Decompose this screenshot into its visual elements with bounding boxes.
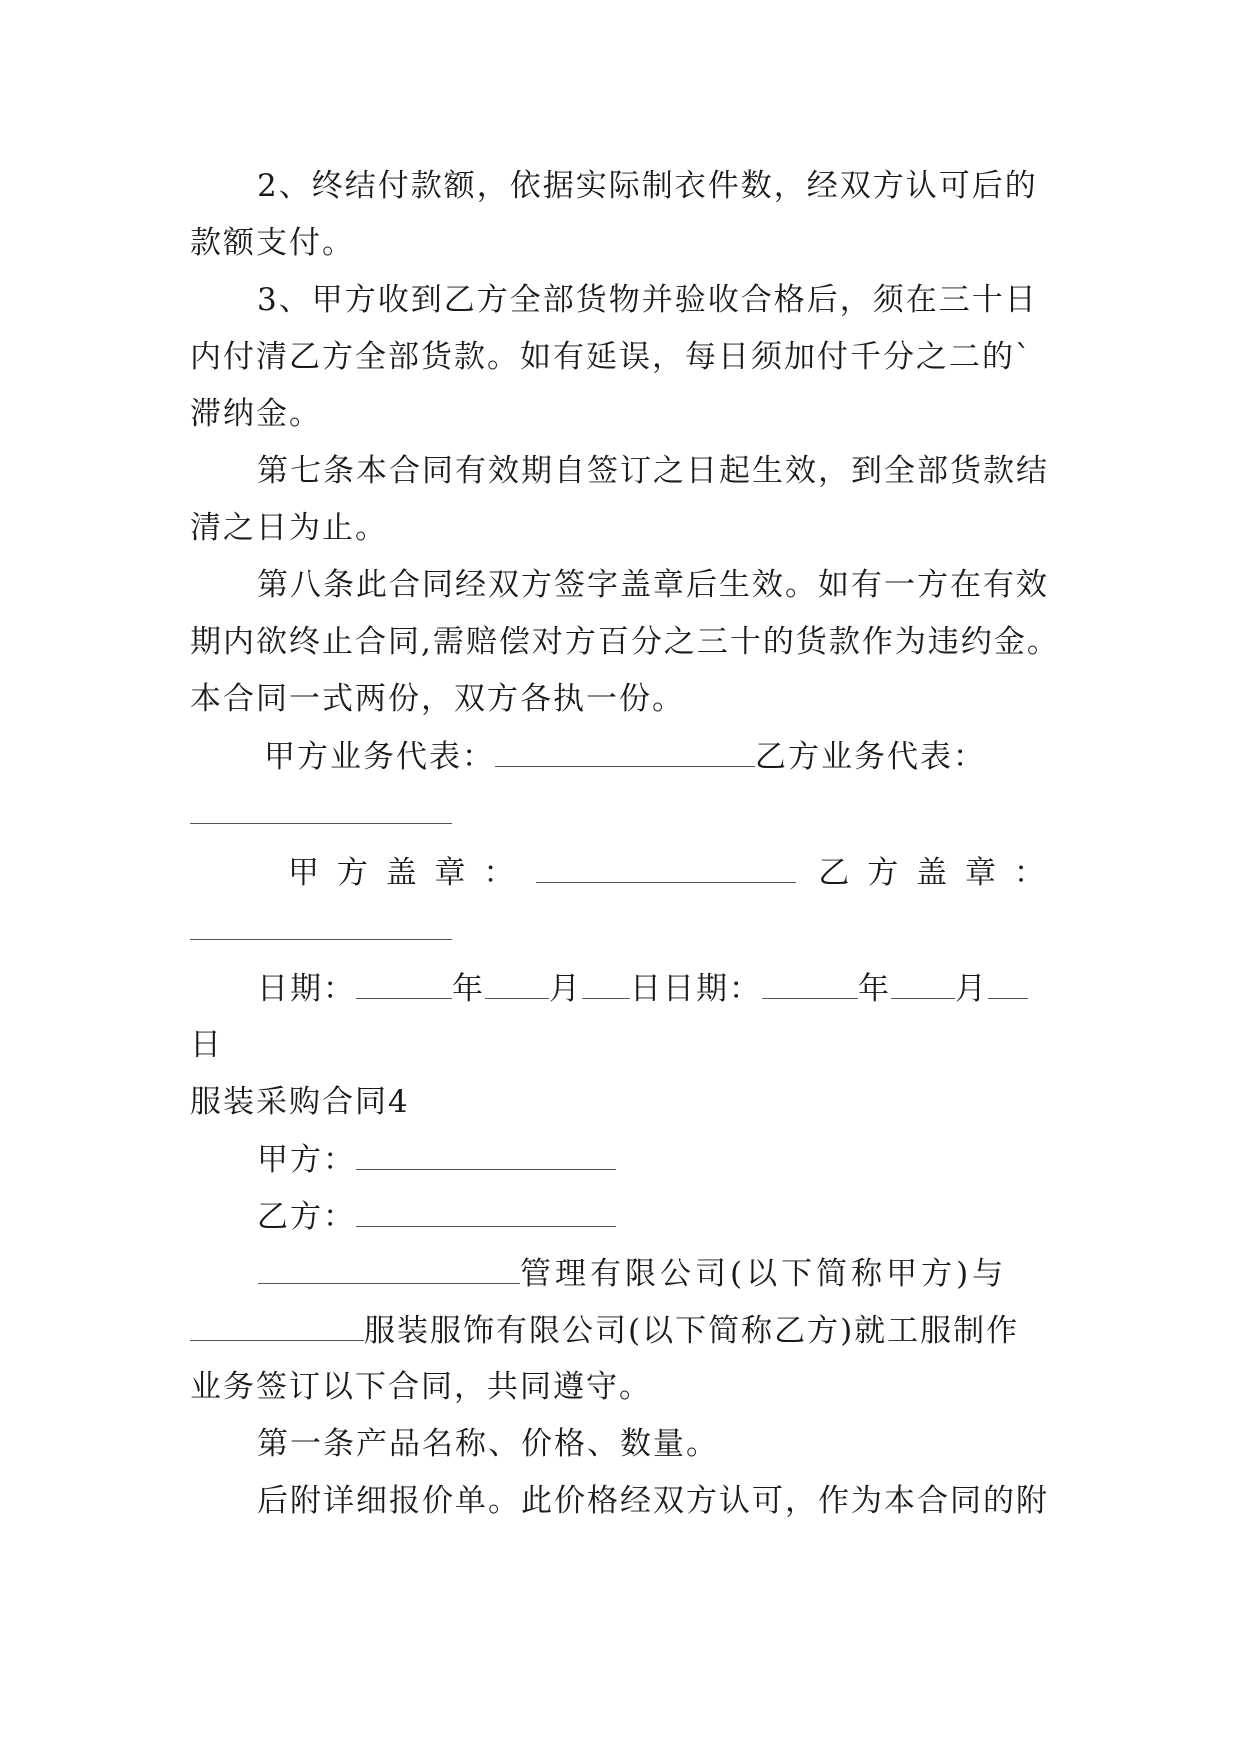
- party-b-day-blank: [988, 968, 1028, 999]
- party-a-label: 甲方：: [257, 1142, 356, 1178]
- party-a-line: [257, 1139, 1050, 1180]
- party-b-name-blank: [356, 1196, 616, 1227]
- article-8-line-3: 本合同一式两份，双方各执一份。: [190, 681, 685, 717]
- party-a-month-blank: [485, 968, 549, 999]
- intro-line-2: [190, 1310, 1050, 1351]
- clause-3-line-2: 内付清乙方全部货款。如有延误，每日须加付千分之二的`: [190, 339, 1033, 375]
- party-b-representative-label: 乙方业务代表：: [755, 739, 986, 775]
- representatives-line: [264, 736, 1050, 777]
- party-b-representative-blank: [190, 823, 452, 824]
- party-b-label: 乙方：: [257, 1199, 356, 1235]
- clause-2-line-1: 2、终结付款额，依据实际制衣件数，经双方认可后的: [257, 168, 1038, 204]
- party-a-seal-blank: [536, 852, 796, 883]
- party-a-year-label: 年: [452, 971, 485, 1007]
- clause-3-line-3: 滞纳金。: [190, 396, 322, 432]
- party-a-month-label: 月: [549, 971, 582, 1007]
- party-a-representative-label: 甲方业务代表：: [264, 739, 495, 775]
- intro-line-2-text: 服装服饰有限公司(以下简称乙方)就工服制作: [364, 1313, 1020, 1349]
- clause-3-line-1: 3、甲方收到乙方全部货物并验收合格后，须在三十日: [257, 282, 1038, 318]
- party-b-line: [257, 1196, 1050, 1237]
- party-a-company-blank: [258, 1253, 520, 1284]
- clause-2-line-2: 款额支付。: [190, 225, 355, 261]
- party-b-seal-blank: [190, 939, 452, 940]
- party-b-year-label: 年: [858, 971, 891, 1007]
- article-8-line-1: 第八条此合同经双方签字盖章后生效。如有一方在有效: [257, 567, 1049, 603]
- intro-line-3: 业务签订以下合同，共同遵守。: [190, 1369, 652, 1405]
- party-a-day-blank: [582, 968, 630, 999]
- party-a-representative-blank: [495, 736, 755, 767]
- party-a-name-blank: [356, 1139, 616, 1170]
- article-1-heading: 第一条产品名称、价格、数量。: [257, 1426, 719, 1462]
- party-b-month-label: 月: [955, 971, 988, 1007]
- dates-line: [257, 968, 1050, 1009]
- party-b-seal-label: 乙 方 盖 章 ：: [818, 855, 1049, 891]
- intro-line-1-text: 管理有限公司(以下简称甲方)与: [520, 1256, 1008, 1292]
- party-b-year-blank: [762, 968, 858, 999]
- intro-line-1: [258, 1253, 1051, 1294]
- article-8-line-2: 期内欲终止合同,需赔偿对方百分之三十的货款作为违约金。: [190, 624, 1060, 660]
- article-7-line-1: 第七条本合同有效期自签订之日起生效，到全部货款结: [257, 453, 1049, 489]
- party-b-date-label: 日期：: [663, 971, 762, 1007]
- contract-title: 服装采购合同4: [190, 1084, 410, 1120]
- party-b-company-blank: [190, 1310, 364, 1341]
- party-a-date-label: 日期：: [257, 971, 356, 1007]
- party-a-day-label: 日: [630, 971, 663, 1007]
- article-1-text: 后附详细报价单。此价格经双方认可，作为本合同的附: [257, 1483, 1049, 1519]
- party-a-year-blank: [356, 968, 452, 999]
- party-b-month-blank: [891, 968, 955, 999]
- article-7-line-2: 清之日为止。: [190, 510, 388, 546]
- party-b-day-label: 日: [190, 1027, 223, 1063]
- seals-line: [288, 852, 1050, 893]
- party-a-seal-label: 甲 方 盖 章 ：: [288, 855, 519, 891]
